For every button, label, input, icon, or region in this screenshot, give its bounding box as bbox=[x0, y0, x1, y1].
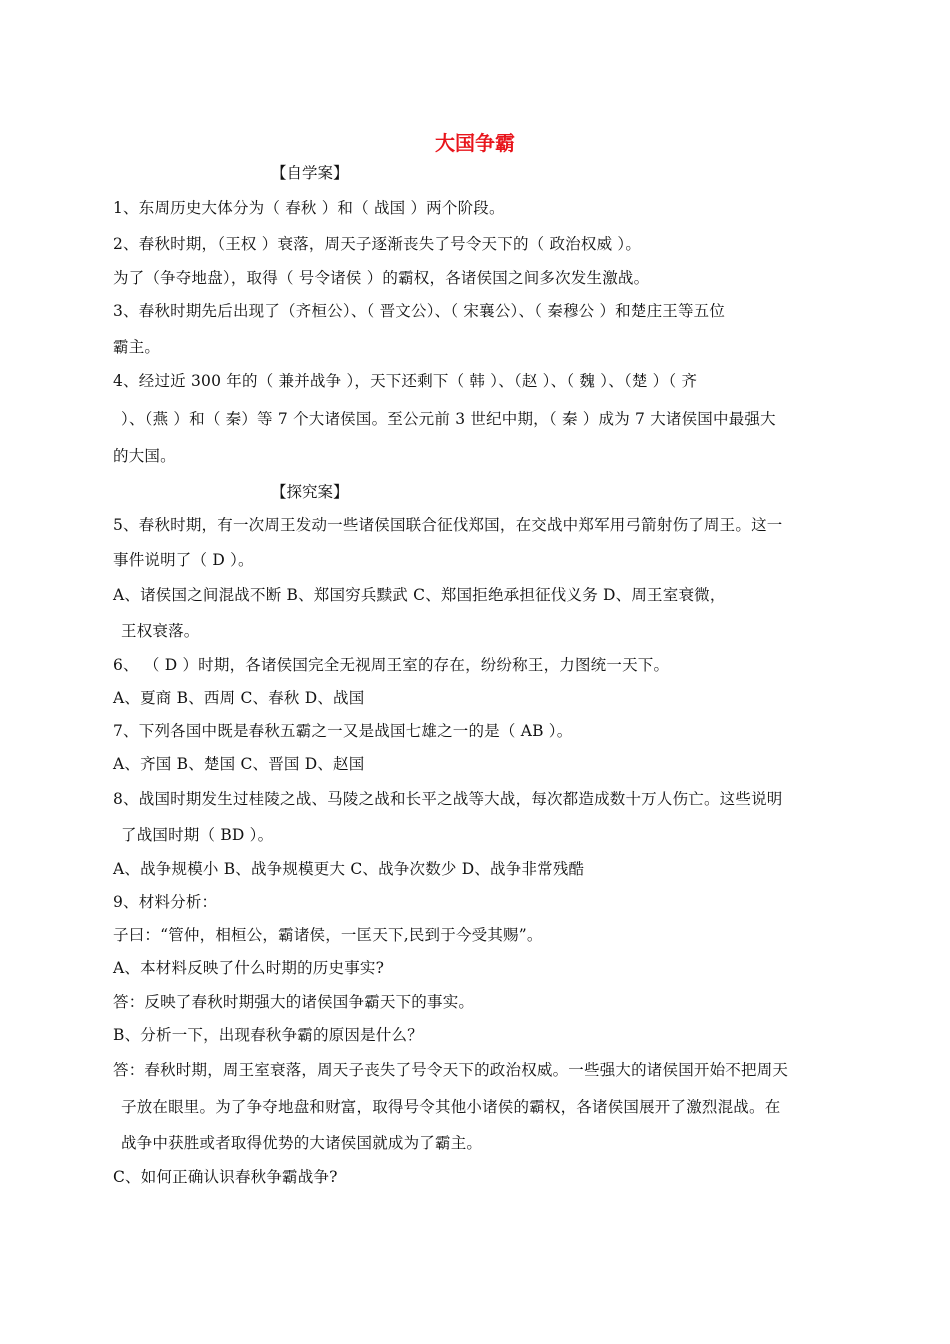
answer-9-a: 答：反映了春秋时期强大的诸侯国争霸天下的事实。 bbox=[113, 993, 475, 1011]
question-7: 7、下列各国中既是春秋五霸之一又是战国七雄之一的是（ AB ）。 bbox=[113, 722, 573, 740]
answer-9-b-continued: 子放在眼里。为了争夺地盘和财富，取得号令其他小诸侯的霸权，各诸侯国展开了激烈混战。在 bbox=[121, 1098, 781, 1116]
question-3: 3、春秋时期先后出现了（齐桓公）、（ 晋文公）、（ 宋襄公）、（ 秦穆公 ）和楚庄王等五位 bbox=[113, 302, 726, 320]
answer-9-b: 答：春秋时期，周王室衰落，周天子丧失了号令天下的政治权威。一些强大的诸侯国开始不把周天 bbox=[113, 1061, 789, 1079]
question-5-options-continued: 王权衰落。 bbox=[121, 622, 200, 640]
question-9-b: B、分析一下，出现春秋争霸的原因是什么？ bbox=[113, 1026, 423, 1044]
section-heading-explore: 【探究案】 bbox=[271, 483, 349, 501]
question-8-options: A、战争规模小 B、战争规模更大 C、战争次数少 D、战争非常残酷 bbox=[113, 860, 585, 878]
question-6: 6、 （ D ）时期，各诸侯国完全无视周王室的存在，纷纷称王，力图统一天下。 bbox=[113, 656, 670, 674]
page-title: 大国争霸 bbox=[435, 131, 515, 155]
question-4: 4、经过近 300 年的（ 兼并战争 ），天下还剩下（ 韩 ）、（赵 ）、（ 魏 ）、（楚 ）（ 齐 bbox=[113, 372, 698, 390]
question-8-continued: 了战国时期（ BD ）。 bbox=[121, 826, 274, 844]
material-quote: 子曰：“管仲，相桓公，霸诸侯，一匡天下,民到于今受其赐”。 bbox=[113, 926, 543, 944]
question-2-continued: 为了（争夺地盘），取得（ 号令诸侯 ）的霸权，各诸侯国之间多次发生激战。 bbox=[113, 269, 650, 287]
question-9: 9、材料分析： bbox=[113, 893, 218, 911]
question-2: 2、春秋时期，（王权 ）衰落，周天子逐渐丧失了号令天下的（ 政治权威 ）。 bbox=[113, 235, 642, 253]
question-3-continued: 霸主。 bbox=[113, 338, 161, 356]
question-4-end: 的大国。 bbox=[113, 447, 176, 465]
question-6-options: A、夏商 B、西周 C、春秋 D、战国 bbox=[113, 689, 365, 707]
question-5: 5、春秋时期，有一次周王发动一些诸侯国联合征伐郑国，在交战中郑军用弓箭射伤了周王。这一 bbox=[113, 516, 783, 534]
question-8: 8、战国时期发生过桂陵之战、马陵之战和长平之战等大战，每次都造成数十万人伤亡。这些说明 bbox=[113, 790, 783, 808]
question-5-options: A、诸侯国之间混战不断 B、郑国穷兵黩武 C、郑国拒绝承担征伐义务 D、周王室衰微， bbox=[113, 586, 726, 604]
question-9-a: A、本材料反映了什么时期的历史事实? bbox=[113, 959, 385, 977]
question-4-continued: ）、（燕 ）和（ 秦）等 7 个大诸侯国。至公元前 3 世纪中期，（ 秦 ）成为 7 大诸侯国中最强大 bbox=[121, 410, 776, 428]
question-9-c: C、如何正确认识春秋争霸战争? bbox=[113, 1168, 338, 1186]
answer-9-b-end: 战争中获胜或者取得优势的大诸侯国就成为了霸主。 bbox=[121, 1134, 483, 1152]
question-1: 1、东周历史大体分为（ 春秋 ）和（ 战国 ）两个阶段。 bbox=[113, 199, 505, 217]
section-heading-self-study: 【自学案】 bbox=[271, 164, 349, 182]
question-5-continued: 事件说明了（ D ）。 bbox=[113, 551, 254, 569]
question-7-options: A、齐国 B、楚国 C、晋国 D、赵国 bbox=[113, 755, 365, 773]
